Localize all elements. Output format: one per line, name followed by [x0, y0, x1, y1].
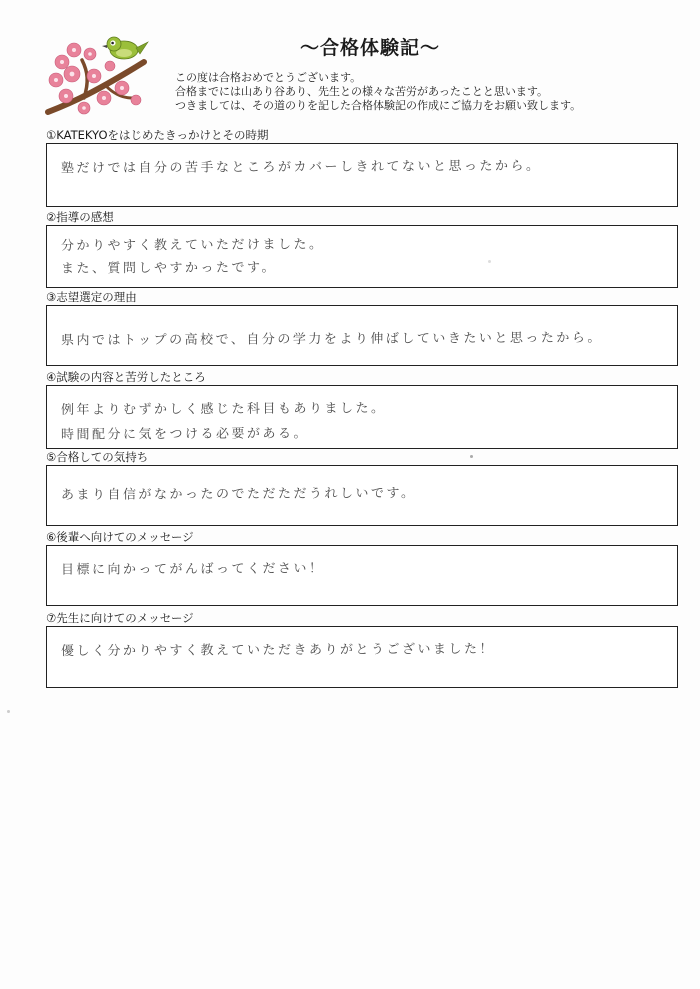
answer-box[interactable]: [46, 305, 678, 366]
handwritten-answer: 時間配分に気をつける必要がある。: [60, 426, 310, 443]
answer-box[interactable]: [46, 143, 678, 207]
scan-speck: [488, 260, 491, 263]
handwritten-answer: 分かりやすく教えていただけました。: [60, 237, 325, 254]
handwritten-answer: 塾だけでは自分の苦手なところがカバーしきれてないと思ったから。: [60, 158, 542, 177]
handwritten-answer: 例年よりむずかしく感じた科目もありました。: [60, 401, 387, 418]
section-label: ⑥後輩へ向けてのメッセージ: [46, 530, 194, 544]
handwritten-answer: 県内ではトップの高校で、自分の学力をより伸ばしていきたいと思ったから。: [60, 330, 603, 349]
handwritten-answer: 優しく分かりやすく教えていただきありがとうございました！: [60, 641, 496, 660]
answer-box[interactable]: [46, 626, 678, 688]
section-label: ②指導の感想: [46, 210, 114, 224]
scan-speck: [470, 455, 473, 458]
section-label: ①KATEKYOをはじめたきっかけとその時期: [46, 128, 269, 142]
section-label: ④試験の内容と苦労したところ: [46, 370, 206, 384]
section-7: [46, 611, 678, 688]
intro-line: 合格までには山あり谷あり、先生との様々な苦労があったことと思います。: [175, 85, 549, 98]
section-3: [46, 290, 678, 366]
cherry-blossom-bird-icon: [44, 32, 152, 122]
scan-speck: [7, 710, 10, 713]
section-2: [46, 210, 678, 288]
section-6: [46, 530, 678, 606]
section-4: [46, 370, 678, 449]
page-title: 〜合格体験記〜: [299, 37, 440, 59]
answer-box[interactable]: [46, 545, 678, 606]
answer-box[interactable]: [46, 225, 678, 288]
handwritten-answer: 目標に向かってがんばってください！: [60, 561, 325, 578]
answer-box[interactable]: [46, 465, 678, 526]
answer-box[interactable]: [46, 385, 678, 449]
section-label: ⑦先生に向けてのメッセージ: [46, 611, 194, 625]
section-label: ③志望選定の理由: [46, 290, 137, 304]
section-1: [46, 128, 678, 207]
intro-line: この度は合格おめでとうございます。: [175, 71, 362, 84]
handwritten-answer: あまり自信がなかったのでただただうれしいです。: [60, 486, 417, 503]
section-5: [46, 450, 678, 526]
intro-line: つきましては、その道のりを記した合格体験記の作成にご協力をお願い致します。: [175, 99, 582, 112]
section-label: ⑤合格しての気持ち: [46, 450, 149, 464]
handwritten-answer: また、質問しやすかったです。: [60, 260, 278, 277]
intro-text: [175, 71, 655, 113]
